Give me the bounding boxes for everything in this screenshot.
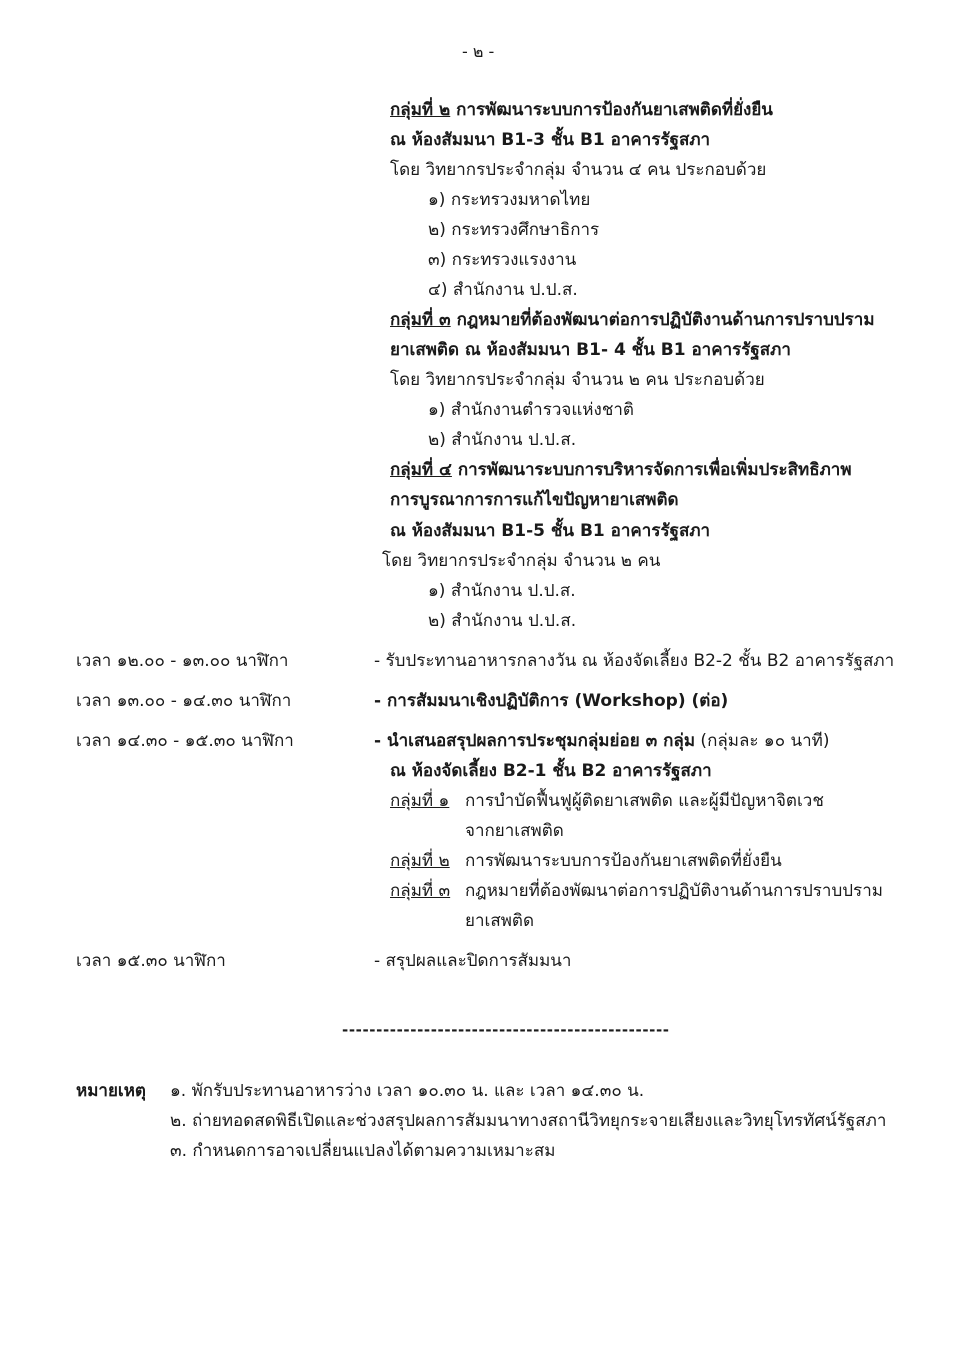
group4-label: กลุ่มที่ ๔ xyxy=(390,460,452,480)
schedule-time: เวลา ๑๓.๐๐ - ๑๔.๓๐ นาฬิกา xyxy=(76,691,292,711)
group3-speakers-intro: โดย วิทยากรประจำกลุ่ม จำนวน ๒ คน ประกอบด้วย xyxy=(390,370,765,390)
group3-speaker: ๒) สำนักงาน ป.ป.ส. xyxy=(428,430,577,450)
group3-title-line1: กฎหมายที่ต้องพัฒนาต่อการปฏิบัติงานด้านการปราบปราม xyxy=(450,310,875,330)
summary-group3-line1: กฎหมายที่ต้องพัฒนาต่อการปฏิบัติงานด้านการปราบปราม xyxy=(465,881,883,901)
group4-title-line1: การพัฒนาระบบการบริหารจัดการเพื่อเพิ่มประสิทธิภาพ xyxy=(451,460,852,480)
schedule-time: เวลา ๑๕.๓๐ นาฬิกา xyxy=(76,951,226,971)
group3-title-line2: ยาเสพติด ณ ห้องสัมมนา B1- 4 ชั้น B1 อาคารรัฐสภา xyxy=(390,340,791,360)
note-item: ๒. ถ่ายทอดสดพิธีเปิดและช่วงสรุปผลการสัมมนาทางสถานีวิทยุกระจายเสียงและวิทยุโทรทัศน์รัฐสภา xyxy=(170,1111,887,1131)
group4-speaker: ๑) สำนักงาน ป.ป.ส. xyxy=(428,581,576,601)
notes-label: หมายเหตุ xyxy=(76,1081,146,1101)
group2-speaker: ๓) กระทรวงแรงงาน xyxy=(428,250,577,270)
group4-title-line2: การบูรณาการการแก้ไขปัญหายาเสพติด xyxy=(390,490,679,510)
note-item: ๑. พักรับประทานอาหารว่าง เวลา ๑๐.๓๐ น. และ เวลา ๑๔.๓๐ น. xyxy=(170,1081,645,1101)
group2-title: การพัฒนาระบบการป้องกันยาเสพติดที่ยั่งยืน xyxy=(450,100,773,120)
page-number: - ๒ - xyxy=(462,42,495,61)
schedule-room: ณ ห้องจัดเลี้ยง B2-1 ชั้น B2 อาคารรัฐสภา xyxy=(390,761,712,781)
group2-speaker: ๑) กระทรวงมหาดไทย xyxy=(428,190,591,210)
group2-label: กลุ่มที่ ๒ xyxy=(390,100,451,120)
summary-group2-line1: การพัฒนาระบบการป้องกันยาเสพติดที่ยั่งยืน xyxy=(465,851,782,871)
group3-label: กลุ่มที่ ๓ xyxy=(390,310,451,330)
summary-group1-line1: การบำบัดฟื้นฟูผู้ติดยาเสพติด และผู้มีปัญหาจิตเวช xyxy=(465,791,824,811)
group3-heading xyxy=(390,308,875,332)
summary-group1-label: กลุ่มที่ ๑ xyxy=(390,791,450,811)
schedule-desc-note: (กลุ่มละ ๑๐ นาที) xyxy=(695,731,830,751)
separator-line: ------------------------------------------------ xyxy=(342,1021,670,1039)
group2-speaker: ๒) กระทรวงศึกษาธิการ xyxy=(428,220,600,240)
schedule-time: เวลา ๑๔.๓๐ - ๑๕.๓๐ นาฬิกา xyxy=(76,731,294,751)
group2-heading xyxy=(390,98,773,122)
schedule-desc: - สรุปผลและปิดการสัมมนา xyxy=(374,951,572,971)
schedule-desc: - การสัมมนาเชิงปฏิบัติการ (Workshop) (ต่อ) xyxy=(374,691,729,711)
schedule-desc: - รับประทานอาหารกลางวัน ณ ห้องจัดเลี้ยง B2-2 ชั้น B2 อาคารรัฐสภา xyxy=(374,651,895,671)
summary-group3-line2: ยาเสพติด xyxy=(465,911,534,931)
group4-room: ณ ห้องสัมมนา B1-5 ชั้น B1 อาคารรัฐสภา xyxy=(390,521,711,541)
schedule-desc-bold: - นำเสนอสรุปผลการประชุมกลุ่มย่อย ๓ กลุ่ม xyxy=(374,731,696,751)
summary-group3-label: กลุ่มที่ ๓ xyxy=(390,881,451,901)
summary-group1-line2: จากยาเสพติด xyxy=(465,821,564,841)
group2-room: ณ ห้องสัมมนา B1-3 ชั้น B1 อาคารรัฐสภา xyxy=(390,130,711,150)
group3-speaker: ๑) สำนักงานตำรวจแห่งชาติ xyxy=(428,400,634,420)
group2-speakers-intro: โดย วิทยากรประจำกลุ่ม จำนวน ๔ คน ประกอบด้วย xyxy=(390,160,767,180)
group4-speaker: ๒) สำนักงาน ป.ป.ส. xyxy=(428,611,577,631)
schedule-desc xyxy=(374,729,830,753)
group4-heading xyxy=(390,458,852,482)
group2-speaker: ๔) สำนักงาน ป.ป.ส. xyxy=(428,280,578,300)
note-item: ๓. กำหนดการอาจเปลี่ยนแปลงได้ตามความเหมาะสม xyxy=(170,1141,556,1161)
summary-group2-label: กลุ่มที่ ๒ xyxy=(390,851,450,871)
schedule-time: เวลา ๑๒.๐๐ - ๑๓.๐๐ นาฬิกา xyxy=(76,651,289,671)
group4-speakers-intro: โดย วิทยากรประจำกลุ่ม จำนวน ๒ คน xyxy=(382,551,661,571)
